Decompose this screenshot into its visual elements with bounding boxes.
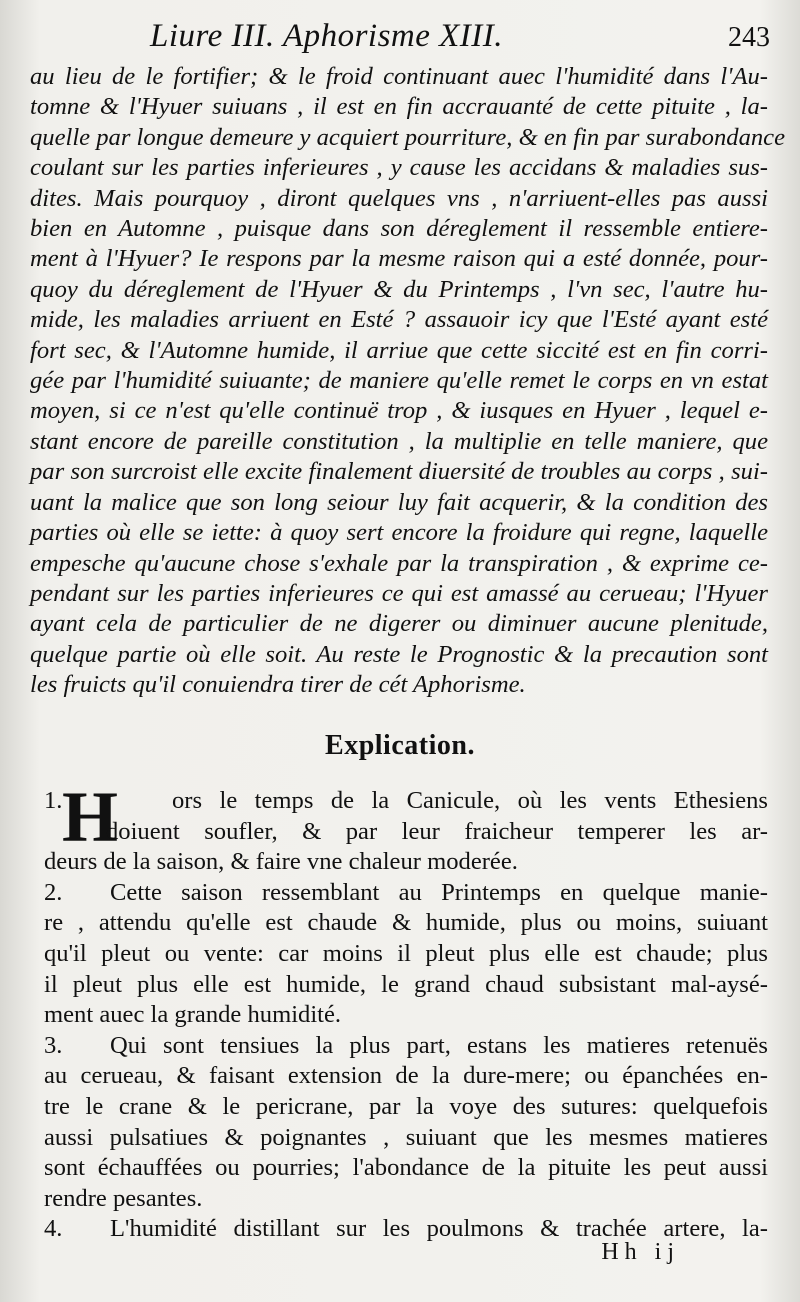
section-heading: Explication. [325, 730, 475, 761]
text-line: quelle par longue demeure y acquiert pourriture, & en fin par surabondance [30, 123, 785, 151]
text-line: mide, les maladies arriuent en Esté ? assauoir icy que l'Esté ayant esté [30, 306, 768, 334]
text-line [44, 817, 768, 848]
line-text: L'humidité distillant sur les poulmons & trachée artere, la- [110, 1215, 768, 1243]
text-line: moyen, si ce n'est qu'elle continuë trop , & iusques en Hyuer , lequel e- [30, 397, 768, 425]
text-line: uant la malice que son long seiour luy fait acquerir, & la condition des [30, 488, 768, 516]
item-number: 4. [44, 1215, 63, 1243]
text-line: quelque partie où elle soit. Au reste le Prognostic & la precaution sont [30, 640, 768, 668]
text-line: au lieu de le fortifier; & le froid continuant auec l'humidité dans l'Au- [30, 63, 768, 90]
line-text: re , attendu qu'elle est chaude & humide, plus ou moins, suiuant [44, 909, 768, 937]
aphorism-commentary-text [30, 62, 785, 701]
line-text: tre le crane & le pericrane, par la voye des sutures: quelquefois [44, 1092, 768, 1120]
drop-cap-initial: H [62, 777, 119, 857]
text-line [44, 786, 768, 817]
running-title: Liure III. Aphorisme XIII. [150, 18, 504, 54]
text-line: les fruicts qu'il conuiendra tirer de cét Aphorisme. [30, 671, 526, 699]
text-line [44, 970, 768, 1001]
text-line [44, 878, 768, 909]
text-line: stant encore de pareille constitution , la multiplie en telle maniere, que [30, 427, 768, 455]
line-text: rendre pesantes. [44, 1184, 203, 1212]
text-line: parties où elle se iette: à quoy sert encore la froidure qui regne, laquelle [30, 519, 768, 547]
line-text: qu'il pleut ou vente: car moins il pleut plus elle est chaude; plus [44, 939, 768, 967]
text-line [44, 1092, 768, 1123]
line-text: ment auec la grande humidité. [44, 1001, 342, 1029]
text-line [44, 908, 768, 939]
line-text: Cette saison ressemblant au Printemps en quelque manie- [110, 878, 768, 906]
text-line: pendant sur les parties inferieures ce qui est amassé au cerueau; l'Hyuer [30, 579, 768, 607]
text-line [44, 1184, 768, 1215]
text-line [44, 1061, 768, 1092]
text-line: ment à l'Hyuer? Ie respons par la mesme raison qui a esté donnée, pour- [30, 245, 768, 273]
text-line: tomne & l'Hyuer suiuans , il est en fin accrauanté de cette pituite , la- [30, 93, 768, 121]
text-line [44, 939, 768, 970]
line-text: ors le temps de la Canicule, où les vents Ethesiens [172, 787, 768, 814]
text-line: coulant sur les parties inferieures , y cause les accidans & maladies sus- [30, 154, 768, 182]
text-line [44, 1123, 768, 1154]
explication-text [44, 777, 768, 1245]
printer-signature-mark: Hh ij [601, 1239, 680, 1265]
running-head [150, 18, 770, 58]
text-line: empesche qu'aucune chose s'exhale par la transpiration , & exprime ce- [30, 549, 768, 577]
item-number: 1. [44, 787, 63, 814]
text-line: bien en Automne , puisque dans son déreglement il ressemble entiere- [30, 215, 768, 243]
text-line [44, 1031, 768, 1062]
text-line: ayant cela de particulier de ne digerer ou diminuer aucune plenitude, [30, 610, 768, 638]
line-text: sont échauffées ou pourries; l'abondance de la pituite les peut aussi [44, 1154, 768, 1182]
text-line [44, 847, 768, 878]
item-number: 2. [44, 878, 63, 906]
text-line: dites. Mais pourquoy , diront quelques vns , n'arriuent-elles pas aussi [30, 184, 768, 212]
page-number: 243 [728, 22, 770, 53]
text-line: fort sec, & l'Automne humide, il arriue que cette siccité est en fin corri- [30, 336, 768, 364]
line-text: au cerueau, & faisant extension de la dure-mere; ou épanchées en- [44, 1062, 768, 1090]
item-number: 3. [44, 1031, 63, 1059]
text-line: gée par l'humidité suiuante; de maniere qu'elle remet le corps en vn estat [30, 367, 768, 395]
line-text: il pleut plus elle est humide, le grand chaud subsistant mal-aysé- [44, 970, 768, 998]
line-text: aussi pulsatiues & poignantes , suiuant que les mesmes matieres [44, 1123, 768, 1151]
text-line: par son surcroist elle excite finalement diuersité de troubles au corps , sui- [30, 458, 768, 486]
line-text: doiuent soufler, & par leur fraicheur temperer les ar- [106, 817, 768, 845]
text-line [44, 1153, 768, 1184]
text-line [44, 1000, 768, 1031]
line-text: deurs de la saison, & faire vne chaleur moderée. [44, 848, 518, 876]
text-line: quoy du déreglement de l'Hyuer & du Printemps , l'vn sec, l'autre hu- [30, 275, 768, 303]
line-text: Qui sont tensiues la plus part, estans les matieres retenuës [110, 1031, 768, 1059]
